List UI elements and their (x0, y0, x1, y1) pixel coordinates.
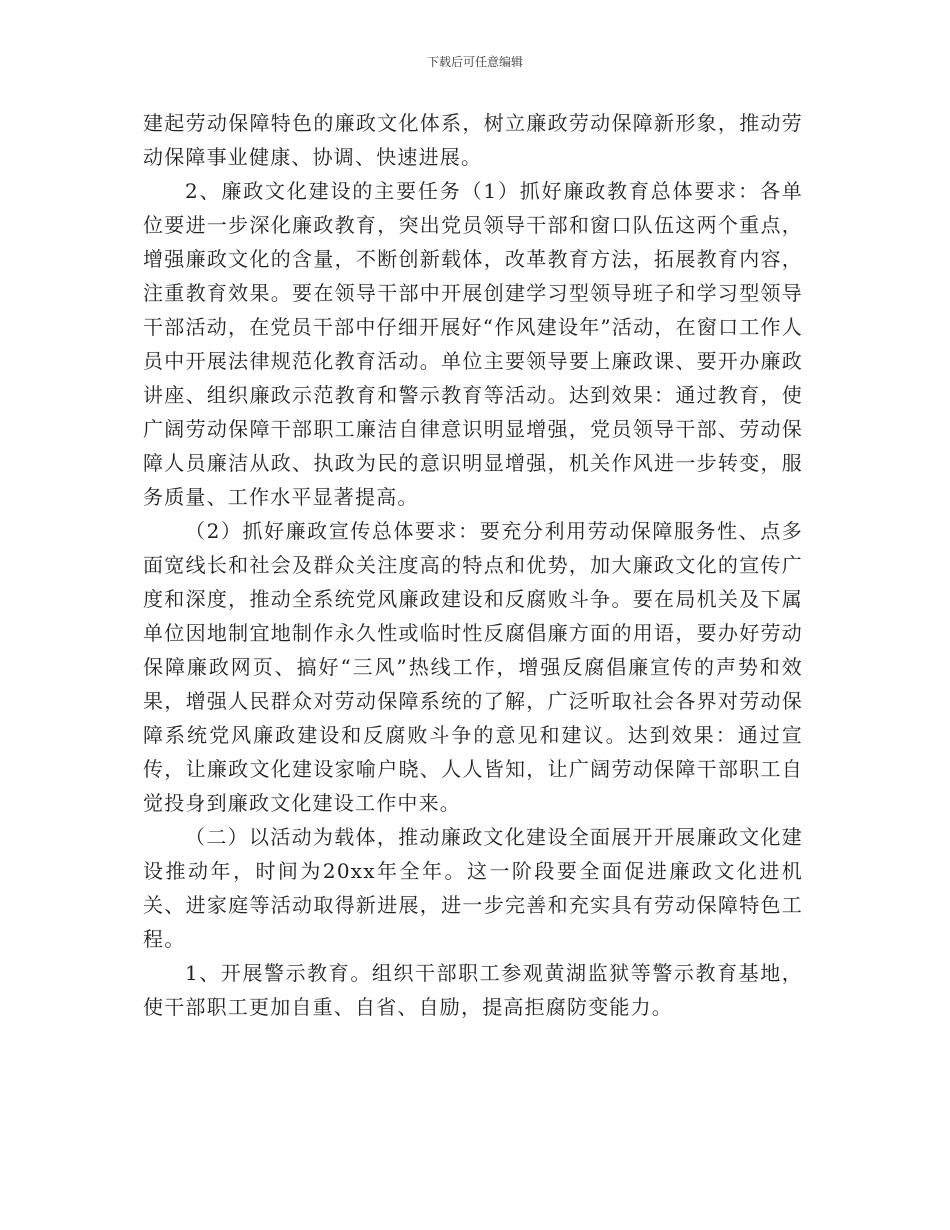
paragraph-continuation: 建起劳动保障特色的廉政文化体系，树立廉政劳动保障新形象，推动劳动保障事业健康、协调、快速进展。 (143, 111, 803, 169)
paragraph-activities: （二）以活动为载体，推动廉政文化建设全面展开开展廉政文化建设推动年，时间为20xx年全年。这一阶段要全面促进廉政文化进机关、进家庭等活动取得新进展，进一步完善和充实具有劳动保障特色工程。 (143, 825, 803, 951)
paragraph-warning-education: 1、开展警示教育。组织干部职工参观黄湖监狱等警示教育基地，使干部职工更加自重、自省、自励，提高拒腐防变能力。 (143, 961, 803, 1019)
paragraph-education-tasks: 2、廉政文化建设的主要任务（1）抓好廉政教育总体要求：各单位要进一步深化廉政教育，突出党员领导干部和窗口队伍这两个重点，增强廉政文化的含量，不断创新载体，改革教育方法，拓展教育内容，注重教育效果。要在领导干部中开展创建学习型领导班子和学习型领导干部活动，在党员干部中仔细开展好“作风建设年”活动，在窗口工作人员中开展法律规范化教育活动。单位主要领导要上廉政课、要开办廉政讲座、组织廉政示范教育和警示教育等活动。达到效果：通过教育，使广阔劳动保障干部职工廉洁自律意识明显增强，党员领导干部、劳动保障人员廉洁从政、执政为民的意识明显增强，机关作风进一步转变，服务质量、工作水平显著提高。 (143, 179, 803, 509)
page-header: 下载后可任意编辑 (426, 55, 523, 69)
document-body (143, 106, 803, 1024)
paragraph-publicity-tasks: （2）抓好廉政宣传总体要求：要充分利用劳动保障服务性、点多面宽线长和社会及群众关注度高的特点和优势，加大廉政文化的宣传广度和深度，推动全系统党风廉政建设和反腐败斗争。要在局机关及下属单位因地制宜地制作永久性或临时性反腐倡廉方面的用语，要办好劳动保障廉政网页、搞好“三风”热线工作，增强反腐倡廉宣传的声势和效果，增强人民群众对劳动保障系统的了解，广泛听取社会各界对劳动保障系统党风廉政建设和反腐败斗争的意见和建议。达到效果：通过宣传，让廉政文化建设家喻户晓、人人皆知，让广阔劳动保障干部职工自觉投身到廉政文化建设工作中来。 (143, 519, 803, 815)
